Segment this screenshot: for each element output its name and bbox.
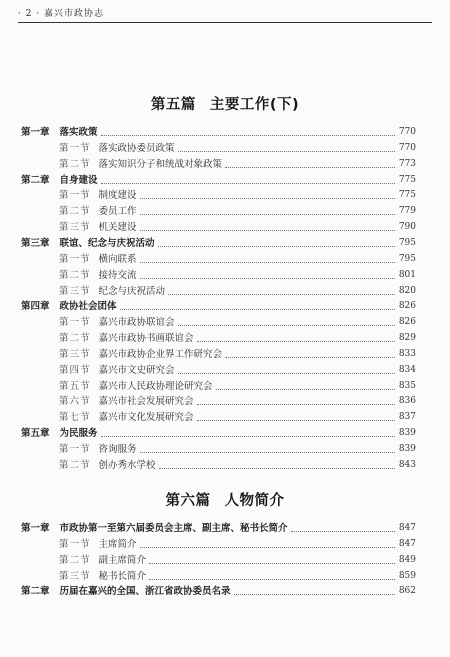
page-number: 859 (398, 570, 416, 581)
toc-section-row[interactable] (59, 330, 416, 345)
page-number: 839 (398, 428, 416, 439)
toc-section-row[interactable] (59, 346, 416, 361)
part-title (0, 489, 450, 510)
page-number: 834 (398, 364, 416, 375)
page-number: 770 (398, 142, 416, 153)
dot-leader (216, 389, 395, 390)
section-label: 第三节 (59, 570, 91, 582)
chapter-title: 联谊、纪念与庆祝活动 (59, 237, 155, 249)
section-label: 第三节 (59, 222, 91, 234)
section-title: 嘉兴市社会发展研究会 (98, 396, 194, 408)
chapter-title: 自身建设 (59, 174, 98, 186)
page-number: 775 (398, 190, 416, 201)
section-label: 第一节 (59, 190, 91, 202)
page-number: 835 (398, 380, 416, 391)
dot-leader (140, 452, 395, 453)
dot-leader (178, 151, 395, 152)
toc-section-row[interactable] (59, 203, 416, 218)
page-number: 773 (398, 158, 416, 169)
chapter-label: 第二章 (21, 174, 50, 186)
section-title: 主席简介 (98, 538, 137, 550)
toc-section-row[interactable] (59, 314, 416, 329)
section-title: 咨询服务 (98, 444, 137, 455)
toc-section-row[interactable] (59, 283, 416, 298)
dot-leader (197, 420, 395, 421)
page-number: 849 (398, 554, 416, 565)
toc-section-row[interactable] (59, 267, 416, 282)
toc-section-row[interactable] (59, 441, 416, 456)
dot-leader (178, 373, 395, 374)
dot-leader (225, 357, 395, 358)
part-subtitle: 主要工作(下) (209, 97, 300, 113)
dot-leader (168, 294, 395, 295)
header-rule (18, 22, 432, 23)
section-label: 第一节 (59, 253, 91, 265)
section-label: 第三节 (59, 348, 91, 360)
section-title: 秘书长简介 (98, 570, 147, 582)
chapter-title: 历届在嘉兴的全国、浙江省政协委员名录 (59, 586, 231, 598)
dot-leader (158, 246, 395, 247)
page-number: 801 (398, 269, 416, 280)
toc-section-row[interactable] (59, 457, 416, 472)
toc-section-row[interactable] (59, 393, 416, 408)
section-label: 第二节 (59, 459, 91, 471)
dot-leader (140, 230, 395, 231)
toc-section-row[interactable] (59, 536, 416, 551)
toc-section-row[interactable] (59, 219, 416, 234)
page-number: 839 (398, 444, 416, 454)
part-title (0, 93, 450, 114)
page-number: 833 (398, 348, 416, 359)
chapter-label: 第一章 (21, 127, 50, 138)
page-number: 826 (398, 317, 416, 328)
chapter-title: 落实政策 (59, 127, 98, 138)
dot-leader (140, 198, 395, 199)
section-label: 第一节 (59, 142, 91, 154)
section-label: 第二节 (59, 269, 91, 281)
page-number: 790 (398, 222, 416, 233)
toc-chapter-row[interactable] (21, 583, 416, 598)
section-title: 嘉兴市文化发展研究会 (98, 412, 194, 424)
section-label: 第二节 (59, 554, 91, 566)
section-label: 第一节 (59, 538, 91, 550)
section-label: 第二节 (59, 206, 91, 218)
dot-leader (178, 325, 395, 326)
section-label: 第二节 (59, 333, 91, 345)
toc-chapter-row[interactable] (21, 520, 416, 535)
chapter-label: 第二章 (21, 586, 50, 598)
toc-section-row[interactable] (59, 251, 416, 266)
dot-leader (149, 563, 395, 564)
dot-leader (101, 436, 395, 437)
section-label: 第二节 (59, 158, 91, 170)
section-title: 嘉兴市政协联谊会 (98, 317, 175, 329)
section-title: 机关建设 (98, 222, 137, 234)
running-header: · 2 · 嘉兴市政协志 (18, 9, 105, 19)
section-title: 接待交流 (98, 269, 137, 281)
dot-leader (120, 309, 395, 310)
page-number: 779 (398, 206, 416, 217)
toc-section-row[interactable] (59, 140, 416, 155)
chapter-label: 第三章 (21, 237, 50, 249)
toc-chapter-row[interactable] (21, 124, 416, 139)
dot-leader (140, 278, 395, 279)
toc-section-row[interactable] (59, 187, 416, 202)
dot-leader (197, 341, 395, 342)
toc-chapter-row[interactable] (21, 235, 416, 250)
section-title: 委员工作 (98, 206, 137, 218)
section-title: 制度建设 (98, 190, 137, 202)
chapter-title: 市政协第一至第六届委员会主席、副主席、秘书长简介 (59, 523, 288, 534)
page-number: 843 (398, 459, 416, 470)
chapter-title: 政协社会团体 (59, 301, 117, 313)
dot-leader (225, 167, 395, 168)
dot-leader (101, 183, 395, 184)
chapter-label: 第四章 (21, 301, 50, 313)
page-number: 829 (398, 333, 416, 344)
section-title: 创办秀水学校 (98, 459, 156, 471)
chapter-label: 第五章 (21, 428, 50, 440)
section-title: 嘉兴市政协书画联谊会 (98, 333, 194, 345)
section-title: 嘉兴市政协企业界工作研究会 (98, 348, 223, 360)
page-number: 862 (398, 586, 416, 597)
dot-leader (291, 531, 395, 532)
section-title: 嘉兴市人民政协理论研究会 (98, 380, 213, 392)
dot-leader (159, 468, 395, 469)
toc-section-row[interactable] (59, 409, 416, 424)
section-title: 横向联系 (98, 253, 137, 265)
section-title: 落实政协委员政策 (98, 142, 175, 154)
page-number: 837 (398, 412, 416, 423)
dot-leader (101, 135, 395, 136)
section-label: 第七节 (59, 412, 91, 424)
toc-section-row[interactable] (59, 362, 416, 377)
page-number: 826 (398, 301, 416, 312)
section-title: 副主席简介 (98, 554, 147, 566)
toc-section-row[interactable] (59, 552, 416, 567)
toc-chapter-row[interactable] (21, 425, 416, 440)
dot-leader (140, 547, 395, 548)
section-title: 落实知识分子和统战对象政策 (98, 158, 223, 170)
section-title: 纪念与庆祝活动 (98, 285, 166, 297)
chapter-label: 第一章 (21, 523, 50, 534)
section-label: 第三节 (59, 285, 91, 297)
page-number: 795 (398, 253, 416, 264)
page-number: 775 (398, 174, 416, 185)
section-label: 第六节 (59, 396, 91, 408)
section-label: 第一节 (59, 444, 91, 455)
part-subtitle: 人物简介 (224, 493, 285, 509)
toc-section-row[interactable] (59, 378, 416, 393)
dot-leader (149, 579, 395, 580)
section-label: 第四节 (59, 364, 91, 376)
part-number: 第六篇 (165, 493, 211, 509)
page-number: 847 (398, 538, 416, 549)
dot-leader (197, 404, 395, 405)
toc-chapter-row[interactable] (21, 172, 416, 187)
page-number: 820 (398, 285, 416, 296)
dot-leader (140, 262, 395, 263)
toc-chapter-row[interactable] (21, 298, 416, 313)
toc-section-row[interactable] (59, 156, 416, 171)
chapter-title: 为民服务 (59, 428, 98, 440)
toc-section-row[interactable] (59, 568, 416, 583)
section-title: 嘉兴市文史研究会 (98, 364, 175, 376)
section-label: 第五节 (59, 380, 91, 392)
section-label: 第一节 (59, 317, 91, 329)
page-number: 795 (398, 237, 416, 248)
dot-leader (140, 214, 395, 215)
page-number: 847 (398, 523, 416, 533)
page-number: 836 (398, 396, 416, 407)
part-number: 第五篇 (150, 97, 196, 113)
dot-leader (234, 594, 395, 595)
page-number: 770 (398, 127, 416, 137)
